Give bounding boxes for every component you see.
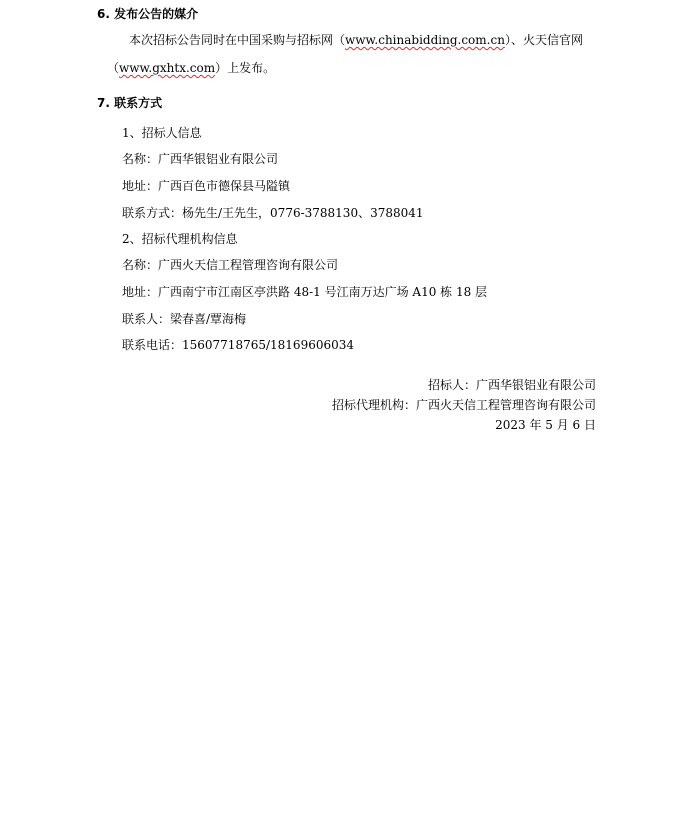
- media-text-post: ）、火天信官网: [504, 33, 583, 47]
- agency-phone: 联系电话：15607718765/18169606034: [122, 338, 355, 352]
- media-text-pre2: （: [107, 61, 120, 75]
- tenderer-contact: 联系方式：杨先生/王先生，0776-3788130、3788041: [122, 206, 424, 220]
- agency-info-title: 2、招标代理机构信息: [122, 232, 238, 246]
- signature-tenderer: 招标人：广西华银铝业有限公司: [427, 378, 596, 392]
- media-text-post2: ）上发布。: [215, 61, 276, 75]
- tenderer-name: 名称：广西华银铝业有限公司: [122, 152, 279, 166]
- media-paragraph-line1: [129, 32, 583, 48]
- media-paragraph-line2: [107, 60, 275, 76]
- section-heading-contact: 7. 联系方式: [97, 96, 163, 110]
- gxhtx-url: www.gxhtx.com: [119, 61, 216, 75]
- signature-date: 2023 年 5 月 6 日: [495, 418, 596, 432]
- agency-contact-person: 联系人：梁春喜/覃海梅: [122, 312, 247, 326]
- tenderer-info-title: 1、招标人信息: [122, 126, 202, 140]
- agency-name: 名称：广西火天信工程管理咨询有限公司: [122, 258, 339, 272]
- signature-agency: 招标代理机构：广西火天信工程管理咨询有限公司: [331, 398, 596, 412]
- agency-address: 地址：广西南宁市江南区亭洪路 48-1 号江南万达广场 A10 栋 18 层: [122, 285, 488, 299]
- tenderer-address: 地址：广西百色市德保县马隘镇: [122, 179, 291, 193]
- section-heading-media: 6. 发布公告的媒介: [97, 7, 199, 21]
- chinabidding-url: www.chinabidding.com.cn: [345, 33, 505, 47]
- media-text-pre: 本次招标公告同时在中国采购与招标网（: [129, 33, 346, 47]
